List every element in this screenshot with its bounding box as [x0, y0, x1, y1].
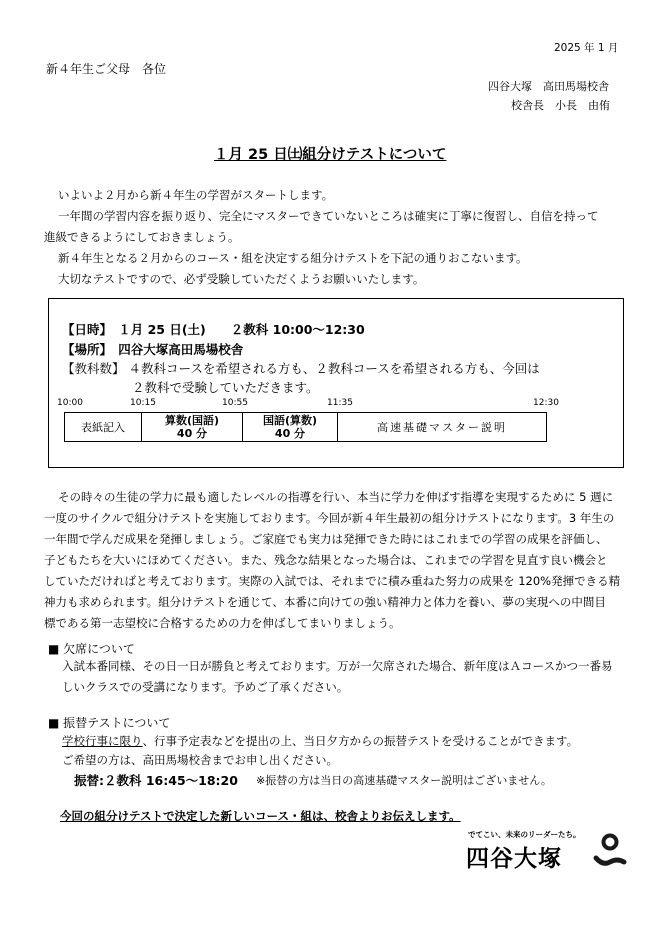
schedule-subjects-cont: ２教科で受験していただきます。: [132, 380, 319, 395]
timeline-block: [64, 412, 142, 442]
schedule-date: 【日時】 １月 25 日(土) ２教科 10:00～12:30: [62, 322, 365, 337]
intro-line: 進級できるようにしておきましょう。: [44, 230, 240, 244]
intro-line: 一年間の学習内容を振り返り、完全にマスターできていないところは確実に丁寧に復習し、自信を持って: [58, 209, 599, 223]
absence-line: 入試本番同様、その日一日が勝負と考えております。万が一欠席された場合、新年度はＡコースかつ一番易: [62, 659, 613, 673]
intro-paragraph: [44, 185, 624, 290]
body-line: 一年間で学んだ成果を発揮しましょう。ご家庭でも実力は発揮できた時にはこれまでの学習の成果を評価し、: [44, 532, 608, 546]
timeline-block-label: 算数(国語): [164, 414, 220, 427]
schedule-place: 【場所】 四谷大塚高田馬場校舎: [62, 342, 244, 357]
intro-line: いよいよ２月から新４年生の学習がスタートします。: [58, 188, 334, 202]
makeup-heading: ■ 振替テストについて: [48, 716, 171, 730]
body-line: 標である第一志望校に合格するための力を伸ばしてまいりましょう。: [44, 616, 401, 630]
addressee: 新４年生ご父母 各位: [46, 62, 167, 76]
absence-heading: ■ 欠席について: [48, 642, 135, 656]
absence-text: [62, 656, 632, 698]
timeline-time: 12:30: [533, 398, 559, 408]
body-line: 神力も求められます。組分けテストを通じて、本番に向けての強い精神力と体力を養い、夢の実現への中間目: [44, 595, 606, 609]
body-line: していただければと考えております。実際の入試では、それまでに積み重ねた努力の成果を 120%発揮できる精: [44, 574, 621, 588]
closing-note: 今回の組分けテストで決定した新しいコース・組は、校舎よりお伝えします。: [60, 809, 461, 823]
timeline-block: [141, 412, 243, 442]
body-paragraph: [44, 487, 634, 634]
timeline-block-label: 国語(算数): [262, 414, 318, 427]
makeup-note: ※振替の方は当日の高速基礎マスター説明はございません。: [256, 774, 552, 787]
timeline-time: 10:55: [222, 398, 248, 408]
timeline-block-duration: 40 分: [176, 427, 208, 440]
page-title: １月 25 日㈯組分けテストについて: [214, 147, 447, 163]
absence-line: しいクラスでの受講になります。予めご了承ください。: [62, 680, 349, 694]
logo-name: 四谷大塚: [466, 846, 562, 872]
timeline-block-duration: 40 分: [274, 427, 306, 440]
intro-line: 大切なテストですので、必ず受験していただくようお願いいたします。: [58, 272, 425, 286]
makeup-line1: [62, 733, 578, 749]
timeline-block-label: 表紙記入: [81, 420, 125, 434]
body-line: 子どもたちを大いにほめてください。また、残念な結果となった場合は、これまでの学習を見直す良い機会と: [44, 553, 608, 567]
document-date: 2025 年 1 月: [554, 42, 619, 54]
timeline-block: [337, 412, 547, 442]
sender-principal: 校舎長 小長 由侑: [511, 99, 610, 112]
makeup-time: 振替:２教科 16:45～18:20: [74, 773, 238, 788]
body-line: その時々の生徒の学力に最も適したレベルの指導を行い、本当に学力を伸ばす指導を実現するために 5 週に: [58, 490, 614, 504]
school-logo-icon: [593, 832, 627, 868]
makeup-condition: 学校行事に限り: [62, 734, 143, 748]
sender-school: 四谷大塚 高田馬場校舎: [488, 80, 609, 93]
intro-line: 新４年生となる２月からのコース・組を決定する組分けテストを下記の通りおこないます。: [58, 251, 528, 265]
timeline-block: [242, 412, 338, 442]
timeline-time: 11:35: [327, 398, 353, 408]
schedule-subjects: 【教科数】 ４教科コースを希望される方も、２教科コースを希望される方も、今回は: [62, 361, 540, 376]
logo-tagline: でてこい、未来のリーダーたち。: [468, 830, 581, 839]
makeup-line2: ご希望の方は、高田馬場校舎までお申し出ください。: [62, 753, 338, 767]
body-line: 一度のサイクルで組分けテストを実施しております。今回が新４年生最初の組分けテストになります。3 年生の: [44, 511, 615, 525]
timeline-time: 10:00: [57, 398, 83, 408]
makeup-line1-rest: 、行事予定表などを提出の上、当日夕方からの振替テストを受けることができます。: [142, 734, 579, 748]
timeline-block-label: 高速基礎マスター説明: [377, 420, 507, 434]
timeline-time: 10:15: [130, 398, 156, 408]
